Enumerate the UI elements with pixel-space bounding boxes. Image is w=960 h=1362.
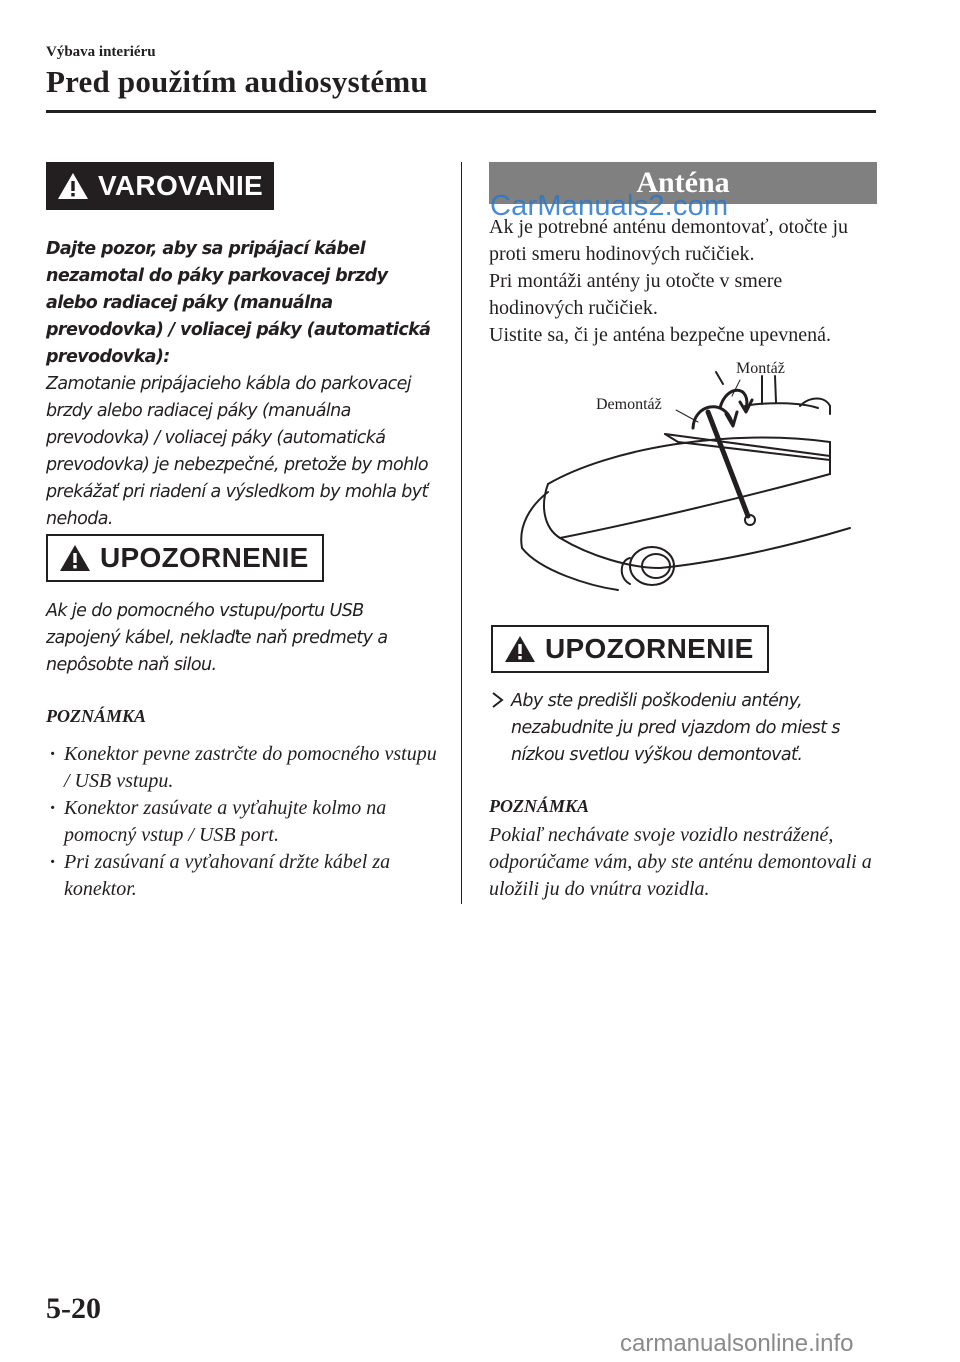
caution-bullet (491, 688, 896, 769)
warning-triangle-icon (58, 543, 92, 573)
warning-triangle-icon (56, 171, 90, 201)
warning-bold-text: Dajte pozor, aby sa pripájací kábel nezamotal do páky parkovacej brzdy alebo radiacej páky (manuálna prevodovka) / voliacej páky (automatická prevodovka): (46, 239, 431, 367)
list-item: · Pri zasúvaní a vyťahovaní držte kábel za konektor. (46, 849, 446, 903)
figure-label-remove: Demontáž (596, 396, 662, 413)
instruction-paragraph: Uistite sa, či je anténa bezpečne upevnená. (489, 324, 832, 346)
list-item: · Konektor zasúvate a vyťahujte kolmo na pomocný vstup / USB port. (46, 795, 446, 849)
caution-text: Aby ste predišli poškodeniu antény, nezabudnite ju pred vjazdom do miest s nízkou svetlou výškou demontovať. (511, 691, 840, 765)
antenna-figure (500, 356, 870, 606)
antenna-illustration (500, 356, 870, 606)
note-heading: POZNÁMKA (489, 796, 590, 816)
section-title-bar: Anténa (489, 162, 877, 204)
note-heading: POZNÁMKA (46, 706, 147, 726)
watermark-bottom: carmanualsonline.info (620, 1330, 854, 1357)
title-rule (46, 110, 876, 113)
page-number: 5-20 (46, 1292, 101, 1325)
list-item: · Konektor pevne zastrčte do pomocného vstupu / USB vstupu. (46, 741, 446, 795)
figure-label-install: Montáž (736, 360, 785, 377)
caution-label-box (46, 534, 324, 582)
warning-triangle-icon (503, 634, 537, 664)
note-text: Pokiaľ nechávate svoje vozidlo nestrážené, odporúčame vám, aby ste anténu demontovali a uložili ju do vnútra vozidla. (489, 824, 872, 900)
note-list (46, 741, 446, 903)
column-divider (461, 162, 462, 904)
page-title: Pred použitím audiosystému (46, 64, 428, 99)
antenna-instructions (489, 214, 881, 349)
caution-text: Ak je do pomocného vstupu/portu USB zapojený kábel, neklaďte naň predmety a nepôsobte naň silou. (46, 601, 388, 675)
section-heading: Výbava interiéru (46, 44, 156, 60)
arrow-right-icon (491, 688, 505, 719)
warning-label: VAROVANIE (98, 170, 264, 201)
instruction-paragraph: Ak je potrebné anténu demontovať, otočte ju proti smeru hodinových ručičiek. (489, 216, 848, 265)
instruction-paragraph: Pri montáži antény ju otočte v smere hodinových ručičiek. (489, 270, 783, 319)
warning-label-box (46, 162, 274, 210)
caution-label: UPOZORNENIE (545, 633, 754, 664)
caution-label: UPOZORNENIE (100, 542, 309, 573)
caution-label-box (491, 625, 769, 673)
warning-text: Zamotanie pripájacieho kábla do parkovacej brzdy alebo radiacej páky (manuálna prevodovka) / voliacej páky (automatická prevodovka) je nebezpečné, pretože by mohlo prekážať pri riadení a výsledkom by mohla byť nehoda. (46, 374, 428, 529)
warning-body (46, 236, 442, 533)
watermark-top: CarManuals2.com (490, 190, 729, 222)
